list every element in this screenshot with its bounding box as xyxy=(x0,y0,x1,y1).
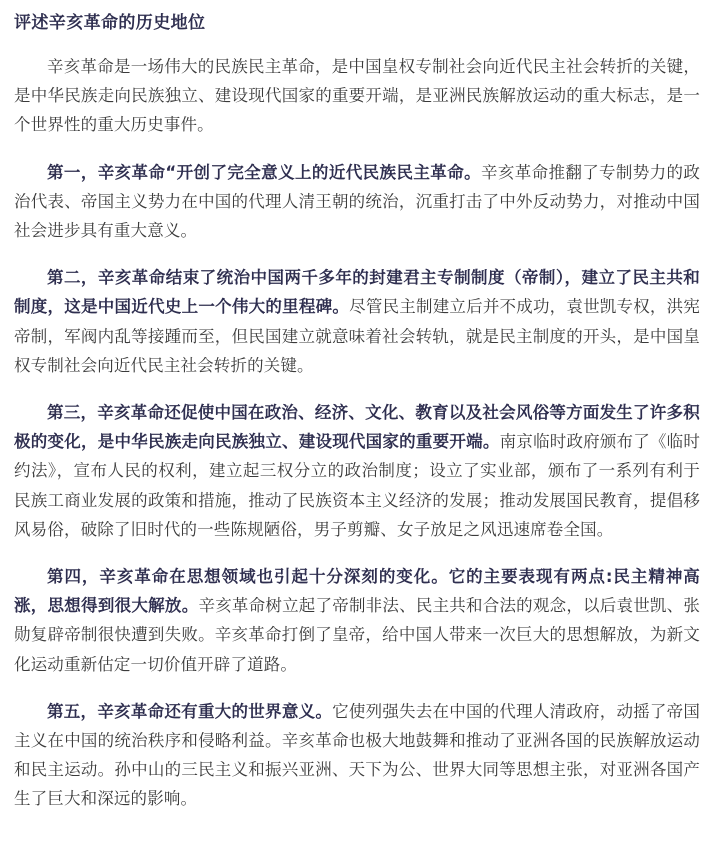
paragraph-point-4-body: 辛亥革命树立起了帝制非法、民主共和合法的观念，以后袁世凯、张勋复辟帝制很快遭到失败。辛亥革命打倒了皇帝，给中国人带来一次巨大的思想解放，为新文化运动重新估定一切价值开辟了道路。 xyxy=(14,596,701,674)
paragraph-point-4-lead: 第四，辛亥革命在思想领域也引起十分深刻的变化。它的主要表现有两点:民主精神高涨，思想得到很大解放。 xyxy=(14,567,700,616)
paragraph-intro-body: 辛亥革命是一场伟大的民族民主革命，是中国皇权专制社会向近代民主社会转折的关键，是中华民族走向民族独立、建设现代国家的重要开端，是亚洲民族解放运动的重大标志，是一个世界性的重大历史事件。 xyxy=(14,57,700,135)
paragraph-point-4 xyxy=(14,562,700,679)
paragraph-point-1-body: 辛亥革命推翻了专制势力的政治代表、帝国主义势力在中国的代理人清王朝的统治，沉重打击了中外反动势力，对推动中国社会进步具有重大意义。 xyxy=(14,162,701,241)
paragraph-point-2-lead: 第二，辛亥革命结束了统治中国两千多年的封建君主专制制度（帝制），建立了民主共和制度，这是中国近代史上一个伟大的里程碑。 xyxy=(14,268,700,317)
paragraph-point-1-lead: 第一，辛亥革命“开创了完全意义上的近代民族民主革命。 xyxy=(47,162,482,182)
paragraph-point-5-body: 它使列强失去在中国的代理人清政府，动摇了帝国主义在中国的统治秩序和侵略利益。辛亥革命也极大地鼓舞和推动了亚洲各国的民族解放运动和民主运动。孙中山的三民主义和振兴亚洲、天下为公、世界大同等思想主张，对亚洲各国产生了巨大和深远的影响。 xyxy=(14,701,700,809)
paragraph-point-2 xyxy=(14,263,700,380)
paragraph-point-5-lead: 第五，辛亥革命还有重大的世界意义。 xyxy=(47,701,333,721)
paragraph-point-3 xyxy=(14,398,700,544)
paragraph-point-2-body: 尽管民主制建立后并不成功，袁世凯专权，洪宪帝制，军阀内乱等接踵而至，但民国建立就意味着社会转轨，就是民主制度的开头，是中国皇权专制社会向近代民主社会转折的关键。 xyxy=(14,297,700,375)
page-title: 评述辛亥革命的历史地位 xyxy=(14,13,206,33)
paragraph-point-1 xyxy=(14,158,700,246)
paragraph-point-3-body: 南京临时政府颁布了《临时约法》，宣布人民的权利，建立起三权分立的政治制度；设立了实业部，颁布了一系列有利于民族工商业发展的政策和措施，推动了民族资本主义经济的发展；推动发展国民教育，提倡移风易俗，破除了旧时代的一些陈规陋俗，男子剪瓣、女子放足之风迅速席卷全国。 xyxy=(14,432,700,539)
paragraph-point-5 xyxy=(14,697,700,814)
paragraph-intro xyxy=(14,52,700,140)
paragraph-point-3-lead: 第三，辛亥革命还促使中国在政治、经济、文化、教育以及社会风俗等方面发生了许多积极的变化，是中华民族走向民族独立、建设现代国家的重要开端。 xyxy=(14,403,700,452)
